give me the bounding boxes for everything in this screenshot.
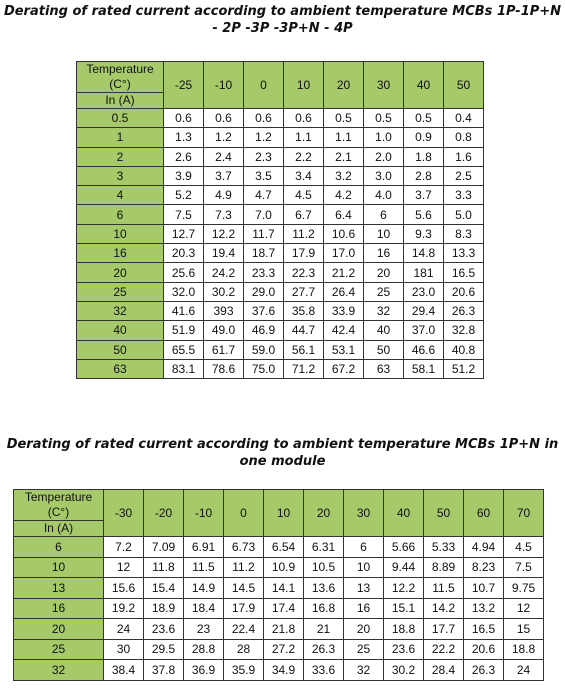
temperature-header: -10 (204, 62, 244, 109)
value-cell: 25.6 (164, 263, 204, 282)
value-cell: 6 (344, 537, 384, 558)
value-cell: 5.0 (444, 205, 484, 224)
value-cell: 33.9 (324, 301, 364, 320)
value-cell: 4.2 (324, 186, 364, 205)
value-cell: 15.6 (104, 578, 144, 599)
rated-current-cell: 32 (14, 660, 104, 681)
value-cell: 65.5 (164, 340, 204, 359)
table2-title-line1: Derating of rated current according to ambient temperature MCBs 1P+N in (6, 437, 559, 452)
value-cell: 14.8 (404, 244, 444, 263)
value-cell: 6.54 (264, 537, 304, 558)
value-cell: 0.6 (204, 109, 244, 128)
rated-current-cell: 10 (77, 224, 164, 243)
value-cell: 28.4 (424, 660, 464, 681)
value-cell: 75.0 (244, 359, 284, 378)
value-cell: 40 (364, 321, 404, 340)
value-cell: 26.4 (324, 282, 364, 301)
value-cell: 35.8 (284, 301, 324, 320)
value-cell: 7.2 (104, 537, 144, 558)
value-cell: 13.2 (464, 598, 504, 619)
value-cell: 7.5 (504, 557, 544, 578)
value-cell: 0.5 (404, 109, 444, 128)
value-cell: 9.75 (504, 578, 544, 599)
value-cell: 6.73 (224, 537, 264, 558)
corner-header-line: In (A) (14, 520, 103, 536)
value-cell: 0.6 (284, 109, 324, 128)
value-cell: 34.9 (264, 660, 304, 681)
value-cell: 11.8 (144, 557, 184, 578)
temperature-header: 20 (324, 62, 364, 109)
value-cell: 24 (104, 619, 144, 640)
table1-title-line1: Derating of rated current according to ambient temperature MCBs 1P-1P+N (3, 4, 562, 19)
value-cell: 18.9 (144, 598, 184, 619)
rated-current-cell: 16 (14, 598, 104, 619)
value-cell: 23 (184, 619, 224, 640)
value-cell: 16.8 (304, 598, 344, 619)
table2-title (0, 436, 565, 470)
corner-header-line: (C°) (109, 77, 131, 91)
value-cell: 1.1 (324, 128, 364, 147)
rated-current-cell: 25 (77, 282, 164, 301)
value-cell: 11.5 (424, 578, 464, 599)
rated-current-cell: 20 (14, 619, 104, 640)
value-cell: 13.3 (444, 244, 484, 263)
table-row (77, 109, 484, 128)
value-cell: 3.7 (404, 186, 444, 205)
value-cell: 6.7 (284, 205, 324, 224)
value-cell: 2.8 (404, 166, 444, 185)
value-cell: 2.3 (244, 147, 284, 166)
value-cell: 3.4 (284, 166, 324, 185)
temperature-header: 10 (284, 62, 324, 109)
value-cell: 12.2 (384, 578, 424, 599)
value-cell: 32 (364, 301, 404, 320)
value-cell: 18.8 (384, 619, 424, 640)
table-row (77, 359, 484, 378)
table-row (77, 244, 484, 263)
value-cell: 10.7 (464, 578, 504, 599)
value-cell: 4.7 (244, 186, 284, 205)
value-cell: 30.2 (204, 282, 244, 301)
rated-current-cell: 6 (14, 537, 104, 558)
value-cell: 25 (344, 639, 384, 660)
value-cell: 10 (364, 224, 404, 243)
value-cell: 36.9 (184, 660, 224, 681)
rated-current-cell: 13 (14, 578, 104, 599)
table-row (77, 301, 484, 320)
rated-current-cell: 50 (77, 340, 164, 359)
derating-table-2 (13, 489, 544, 681)
value-cell: 20.6 (444, 282, 484, 301)
value-cell: 3.9 (164, 166, 204, 185)
table-row (77, 128, 484, 147)
table1-title-line2: - 2P -3P -3P+N - 4P (212, 21, 353, 36)
value-cell: 2.5 (444, 166, 484, 185)
table-row (77, 147, 484, 166)
header-row (77, 62, 484, 109)
temperature-header: 0 (224, 490, 264, 537)
value-cell: 23.6 (144, 619, 184, 640)
value-cell: 4.9 (204, 186, 244, 205)
value-cell: 35.9 (224, 660, 264, 681)
rated-current-cell: 2 (77, 147, 164, 166)
rated-current-cell: 16 (77, 244, 164, 263)
value-cell: 56.1 (284, 340, 324, 359)
value-cell: 27.2 (264, 639, 304, 660)
temperature-header: 60 (464, 490, 504, 537)
value-cell: 12.2 (204, 224, 244, 243)
value-cell: 22.2 (424, 639, 464, 660)
value-cell: 22.4 (224, 619, 264, 640)
value-cell: 15 (504, 619, 544, 640)
value-cell: 0.6 (244, 109, 284, 128)
value-cell: 0.4 (444, 109, 484, 128)
value-cell: 0.5 (364, 109, 404, 128)
value-cell: 51.2 (444, 359, 484, 378)
value-cell: 1.0 (364, 128, 404, 147)
temperature-header: 50 (444, 62, 484, 109)
value-cell: 61.7 (204, 340, 244, 359)
value-cell: 14.2 (424, 598, 464, 619)
corner-header (77, 62, 164, 109)
temperature-header: -25 (164, 62, 204, 109)
table-row (77, 205, 484, 224)
value-cell: 7.5 (164, 205, 204, 224)
derating-table-1 (76, 61, 484, 379)
value-cell: 38.4 (104, 660, 144, 681)
value-cell: 6.4 (324, 205, 364, 224)
value-cell: 71.2 (284, 359, 324, 378)
table-row (77, 224, 484, 243)
value-cell: 32.8 (444, 321, 484, 340)
value-cell: 1.2 (244, 128, 284, 147)
table-row (77, 166, 484, 185)
value-cell: 16 (344, 598, 384, 619)
corner-header-line: In (A) (77, 92, 163, 108)
temperature-header: 40 (384, 490, 424, 537)
value-cell: 11.7 (244, 224, 284, 243)
value-cell: 17.9 (284, 244, 324, 263)
value-cell: 7.09 (144, 537, 184, 558)
value-cell: 17.0 (324, 244, 364, 263)
value-cell: 2.2 (284, 147, 324, 166)
value-cell: 25 (364, 282, 404, 301)
value-cell: 16.5 (444, 263, 484, 282)
value-cell: 29.5 (144, 639, 184, 660)
value-cell: 26.3 (464, 660, 504, 681)
value-cell: 9.44 (384, 557, 424, 578)
value-cell: 67.2 (324, 359, 364, 378)
temperature-header: -30 (104, 490, 144, 537)
table-row (14, 598, 544, 619)
value-cell: 14.5 (224, 578, 264, 599)
rated-current-cell: 4 (77, 186, 164, 205)
value-cell: 10.6 (324, 224, 364, 243)
value-cell: 19.4 (204, 244, 244, 263)
value-cell: 4.94 (464, 537, 504, 558)
temperature-header: -10 (184, 490, 224, 537)
temperature-header: 10 (264, 490, 304, 537)
value-cell: 3.0 (364, 166, 404, 185)
value-cell: 15.1 (384, 598, 424, 619)
value-cell: 5.66 (384, 537, 424, 558)
value-cell: 12 (104, 557, 144, 578)
temperature-header: 20 (304, 490, 344, 537)
value-cell: 59.0 (244, 340, 284, 359)
value-cell: 18.4 (184, 598, 224, 619)
table-row (77, 340, 484, 359)
value-cell: 13 (344, 578, 384, 599)
value-cell: 3.2 (324, 166, 364, 185)
value-cell: 10.5 (304, 557, 344, 578)
value-cell: 6 (364, 205, 404, 224)
value-cell: 21.8 (264, 619, 304, 640)
value-cell: 11.2 (224, 557, 264, 578)
value-cell: 30.2 (384, 660, 424, 681)
value-cell: 24.2 (204, 263, 244, 282)
value-cell: 20 (344, 619, 384, 640)
value-cell: 23.6 (384, 639, 424, 660)
value-cell: 3.3 (444, 186, 484, 205)
rated-current-cell: 63 (77, 359, 164, 378)
value-cell: 32 (344, 660, 384, 681)
value-cell: 181 (404, 263, 444, 282)
value-cell: 12 (504, 598, 544, 619)
value-cell: 26.3 (444, 301, 484, 320)
value-cell: 41.6 (164, 301, 204, 320)
value-cell: 63 (364, 359, 404, 378)
value-cell: 20 (364, 263, 404, 282)
value-cell: 17.4 (264, 598, 304, 619)
value-cell: 8.89 (424, 557, 464, 578)
value-cell: 46.6 (404, 340, 444, 359)
value-cell: 8.23 (464, 557, 504, 578)
value-cell: 23.3 (244, 263, 284, 282)
value-cell: 5.2 (164, 186, 204, 205)
table-row (14, 639, 544, 660)
value-cell: 14.9 (184, 578, 224, 599)
table-row (14, 557, 544, 578)
value-cell: 23.0 (404, 282, 444, 301)
value-cell: 0.6 (164, 109, 204, 128)
value-cell: 0.9 (404, 128, 444, 147)
value-cell: 17.7 (424, 619, 464, 640)
value-cell: 40.8 (444, 340, 484, 359)
table-row (14, 537, 544, 558)
table-row (77, 321, 484, 340)
temperature-header: 0 (244, 62, 284, 109)
value-cell: 42.4 (324, 321, 364, 340)
value-cell: 21 (304, 619, 344, 640)
value-cell: 16.5 (464, 619, 504, 640)
rated-current-cell: 3 (77, 166, 164, 185)
value-cell: 20.6 (464, 639, 504, 660)
value-cell: 4.5 (284, 186, 324, 205)
table-row (14, 578, 544, 599)
rated-current-cell: 6 (77, 205, 164, 224)
value-cell: 4.5 (504, 537, 544, 558)
value-cell: 2.0 (364, 147, 404, 166)
value-cell: 53.1 (324, 340, 364, 359)
table-row (77, 263, 484, 282)
corner-header (14, 490, 104, 537)
value-cell: 50 (364, 340, 404, 359)
value-cell: 37.8 (144, 660, 184, 681)
table-row (14, 660, 544, 681)
rated-current-cell: 32 (77, 301, 164, 320)
value-cell: 29.4 (404, 301, 444, 320)
value-cell: 37.0 (404, 321, 444, 340)
value-cell: 18.8 (504, 639, 544, 660)
value-cell: 22.3 (284, 263, 324, 282)
value-cell: 6.31 (304, 537, 344, 558)
value-cell: 0.8 (444, 128, 484, 147)
value-cell: 1.1 (284, 128, 324, 147)
value-cell: 2.1 (324, 147, 364, 166)
temperature-header: 40 (404, 62, 444, 109)
rated-current-cell: 40 (77, 321, 164, 340)
table2-title-line2: one module (239, 454, 326, 469)
table-row (14, 619, 544, 640)
temperature-header: 50 (424, 490, 464, 537)
table1-title (0, 3, 565, 37)
rated-current-cell: 20 (77, 263, 164, 282)
value-cell: 1.6 (444, 147, 484, 166)
value-cell: 32.0 (164, 282, 204, 301)
temperature-header: 30 (364, 62, 404, 109)
value-cell: 1.2 (204, 128, 244, 147)
value-cell: 51.9 (164, 321, 204, 340)
value-cell: 28.8 (184, 639, 224, 660)
value-cell: 1.3 (164, 128, 204, 147)
value-cell: 10.9 (264, 557, 304, 578)
value-cell: 21.2 (324, 263, 364, 282)
header-row (14, 490, 544, 537)
value-cell: 30 (104, 639, 144, 660)
corner-header-line: Temperature (24, 490, 93, 504)
rated-current-cell: 25 (14, 639, 104, 660)
rated-current-cell: 0.5 (77, 109, 164, 128)
corner-header-line: (C°) (47, 505, 70, 519)
temperature-header: 70 (504, 490, 544, 537)
value-cell: 58.1 (404, 359, 444, 378)
value-cell: 24 (504, 660, 544, 681)
value-cell: 19.2 (104, 598, 144, 619)
value-cell: 11.5 (184, 557, 224, 578)
value-cell: 83.1 (164, 359, 204, 378)
rated-current-cell: 10 (14, 557, 104, 578)
value-cell: 12.7 (164, 224, 204, 243)
value-cell: 16 (364, 244, 404, 263)
value-cell: 17.9 (224, 598, 264, 619)
value-cell: 14.1 (264, 578, 304, 599)
value-cell: 3.7 (204, 166, 244, 185)
value-cell: 13.6 (304, 578, 344, 599)
value-cell: 37.6 (244, 301, 284, 320)
temperature-header: 30 (344, 490, 384, 537)
value-cell: 8.3 (444, 224, 484, 243)
value-cell: 10 (344, 557, 384, 578)
value-cell: 2.4 (204, 147, 244, 166)
value-cell: 5.33 (424, 537, 464, 558)
value-cell: 46.9 (244, 321, 284, 340)
value-cell: 4.0 (364, 186, 404, 205)
value-cell: 27.7 (284, 282, 324, 301)
table-row (77, 186, 484, 205)
value-cell: 5.6 (404, 205, 444, 224)
value-cell: 7.0 (244, 205, 284, 224)
table-row (77, 282, 484, 301)
rated-current-cell: 1 (77, 128, 164, 147)
value-cell: 49.0 (204, 321, 244, 340)
value-cell: 44.7 (284, 321, 324, 340)
value-cell: 29.0 (244, 282, 284, 301)
value-cell: 11.2 (284, 224, 324, 243)
value-cell: 7.3 (204, 205, 244, 224)
value-cell: 26.3 (304, 639, 344, 660)
value-cell: 1.8 (404, 147, 444, 166)
value-cell: 3.5 (244, 166, 284, 185)
value-cell: 28 (224, 639, 264, 660)
value-cell: 2.6 (164, 147, 204, 166)
value-cell: 15.4 (144, 578, 184, 599)
corner-header-line: Temperature (86, 62, 154, 76)
value-cell: 18.7 (244, 244, 284, 263)
temperature-header: -20 (144, 490, 184, 537)
value-cell: 393 (204, 301, 244, 320)
value-cell: 6.91 (184, 537, 224, 558)
value-cell: 78.6 (204, 359, 244, 378)
value-cell: 0.5 (324, 109, 364, 128)
value-cell: 9.3 (404, 224, 444, 243)
value-cell: 33.6 (304, 660, 344, 681)
value-cell: 20.3 (164, 244, 204, 263)
